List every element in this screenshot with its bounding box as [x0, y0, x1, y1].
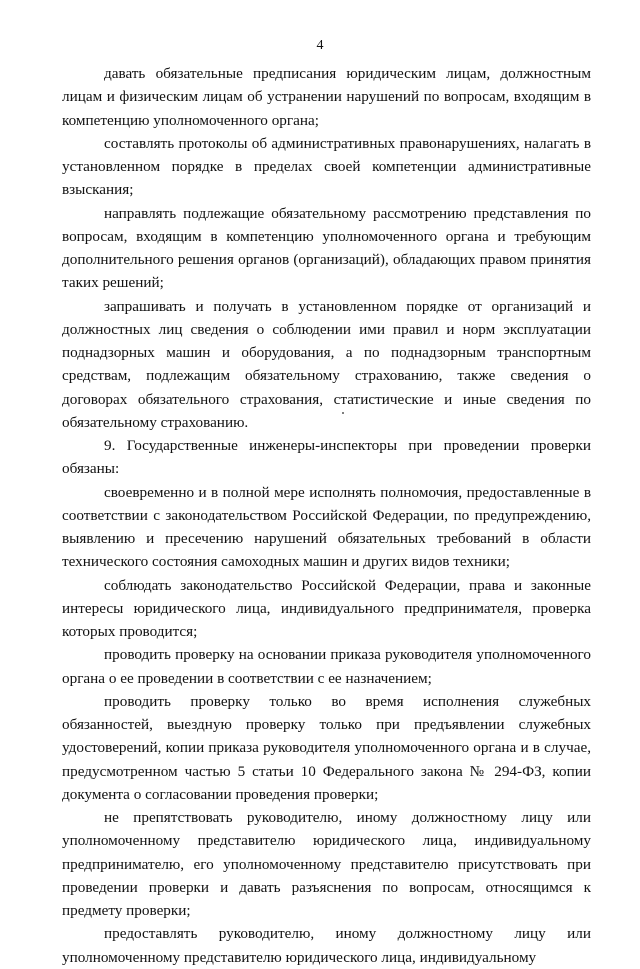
paragraph-observe-legislation: соблюдать законодательство Российской Федерации, права и законные интересы юридического лица, индивидуального предпринимателя, проверка которых проводится; — [62, 576, 591, 640]
paragraph-draw-protocols: составлять протоколы об административных правонарушениях, налагать в установленном порядке в пределах своей компетенции административные взыскания; — [62, 134, 591, 199]
paragraph-section-9-heading: 9. Государственные инженеры-инспекторы при проведении проверки обязаны: — [62, 437, 591, 478]
paragraph-submit-representations: направлять подлежащие обязательному рассмотрению представления по вопросам, входящим в компетенцию уполномоченного органа и требующим дополнительного решения органов (организаций), обладающих правом принятия таких решений; — [62, 204, 591, 292]
document-body — [62, 62, 591, 969]
page-number: 4 — [316, 38, 324, 53]
paragraph-inspection-basis: проводить проверку на основании приказа руководителя уполномоченного органа о ее проведении в соответствии с ее назначением; — [62, 646, 591, 687]
paragraph-provide-information: предоставлять руководителю, иному должностному лицу или уполномоченному представителю юридического лица, индивидуальному — [62, 925, 591, 966]
paragraph-exercise-powers: своевременно и в полной мере исполнять полномочия, предоставленные в соответствии с законодательством Российской Федерации, по предупреждению, выявлению и пресечению нарушений обязательных требований в области технического состояния самоходных машин и других видов техники; — [62, 483, 591, 571]
paragraph-inspection-duty-hours: проводить проверку только во время исполнения служебных обязанностей, выездную проверку только при предъявлении служебных удостоверений, копии приказа руководителя уполномоченного органа и в случае, предусмотренном частью 5 статьи 10 Федерального закона № 294-ФЗ, копии документа о согласовании проведения проверки; — [62, 692, 591, 803]
paragraph-issue-orders: давать обязательные предписания юридическим лицам, должностным лицам и физическим лицам об устранении нарушений по вопросам, входящим в компетенцию уполномоченного органа; — [62, 65, 591, 129]
paragraph-request-information: запрашивать и получать в установленном порядке от организаций и должностных лиц сведения о соблюдении ими правил и норм эксплуатации поднадзорных машин и оборудования, а по поднадзорным транспортным средствам, подлежащим обязательному страхованию, также сведения о договорах обязательного страхования, статистические и иные сведения по обязательному страхованию. — [62, 297, 591, 431]
paragraph-allow-presence: не препятствовать руководителю, иному должностному лицу или уполномоченному представителю юридического лица, индивидуальному предпринимателю, его уполномоченному представителю присутствовать при проведении проверки и давать разъяснения по вопросам, относящимся к предмету проверки; — [62, 809, 591, 919]
